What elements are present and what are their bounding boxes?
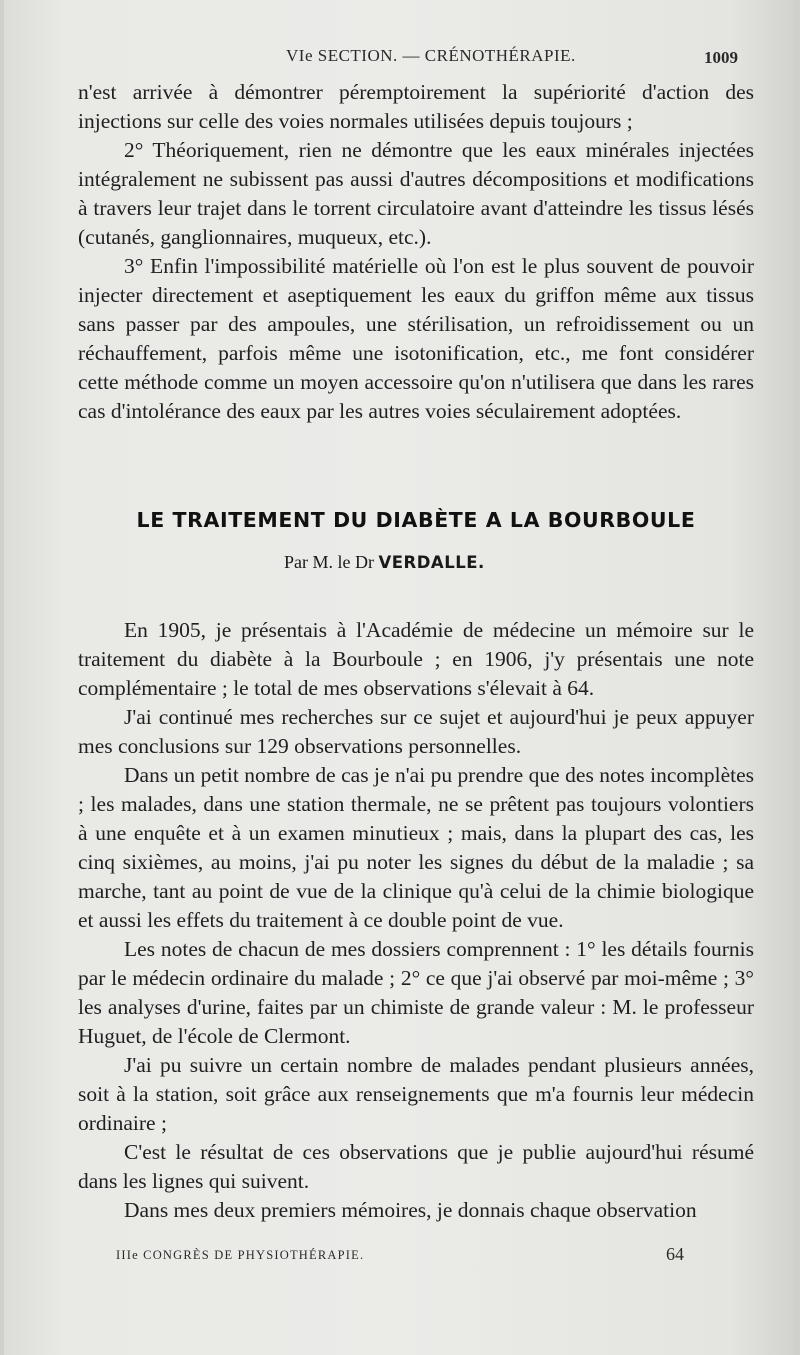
paragraph: En 1905, je présentais à l'Académie de médecine un mémoire sur le traitement du diabète à la Bourboule ; en 1906, j'y présentais une note complémentaire ; le total de mes observations s'élevait à 64. [78,618,754,700]
signature-number: 64 [666,1244,684,1264]
article-title: LE TRAITEMENT DU DIABÈTE A LA BOURBOULE [136,508,696,532]
byline-prefix: Par M. le Dr [284,552,374,572]
paragraph: J'ai continué mes recherches sur ce sujet et aujourd'hui je peux appuyer mes conclusions sur 129 observations personnelles. [78,705,754,758]
paragraph: Dans un petit nombre de cas je n'ai pu prendre que des notes incomplètes ; les malades, dans une station thermale, ne se prêtent pas toujours volontiers à une enquête et à un examen minutieux ; mais, dans la plupart des cas, les cinq sixièmes, au moins, j'ai pu noter les signes du début de la maladie ; sa marche, tant au point de vue de la clinique qu'à celui de la chimie biologique et aussi les effets du traitement à ce double point de vue. [78,763,754,932]
continuation-text [78,78,754,426]
paragraph: Dans mes deux premiers mémoires, je donnais chaque observation [124,1198,697,1222]
paragraph: J'ai pu suivre un certain nombre de malades pendant plusieurs années, soit à la station, soit grâce aux renseignements que m'a fournis leur médecin ordinaire ; [78,1053,754,1135]
running-title: VIe SECTION. — CRÉNOTHÉRAPIE. [286,46,576,65]
author-name: VERDALLE. [378,553,485,572]
book-page [4,0,794,1355]
footer-congress: IIIe CONGRÈS DE PHYSIOTHÉRAPIE. [116,1248,365,1262]
paragraph: 2° Théoriquement, rien ne démontre que les eaux minérales injectées intégralement ne subissent pas aussi d'autres décompositions et modifications à travers leur trajet dans le torrent circulatoire avant d'atteindre les tissus lésés (cutanés, ganglionnaires, muqueux, etc.). [78,138,754,249]
byline [284,552,485,573]
paragraph: n'est arrivée à démontrer péremptoirement la supériorité d'action des injections sur celle des voies normales utilisées depuis toujours ; [78,80,754,133]
paragraph: 3° Enfin l'impossibilité matérielle où l'on est le plus souvent de pouvoir injecter directement et aseptiquement les eaux du griffon même aux tissus sans passer par des ampoules, une stérilisation, un refroidissement ou un réchauffement, parfois même une isotonification, etc., me font considérer cette méthode comme un moyen accessoire qu'on n'utilisera que dans les rares cas d'intolérance des eaux par les autres voies séculairement adoptées. [78,254,754,423]
page-footer [4,1246,794,1270]
page-number: 1009 [704,48,738,67]
paragraph: C'est le résultat de ces observations que je publie aujourd'hui résumé dans les lignes qui suivent. [78,1140,754,1193]
paragraph: Les notes de chacun de mes dossiers comprennent : 1° les détails fournis par le médecin ordinaire du malade ; 2° ce que j'ai observé par moi-même ; 3° les analyses d'urine, faites par un chimiste de grande valeur : M. le professeur Huguet, de l'école de Clermont. [78,937,754,1048]
article-body [78,616,754,1225]
running-header [4,44,794,68]
